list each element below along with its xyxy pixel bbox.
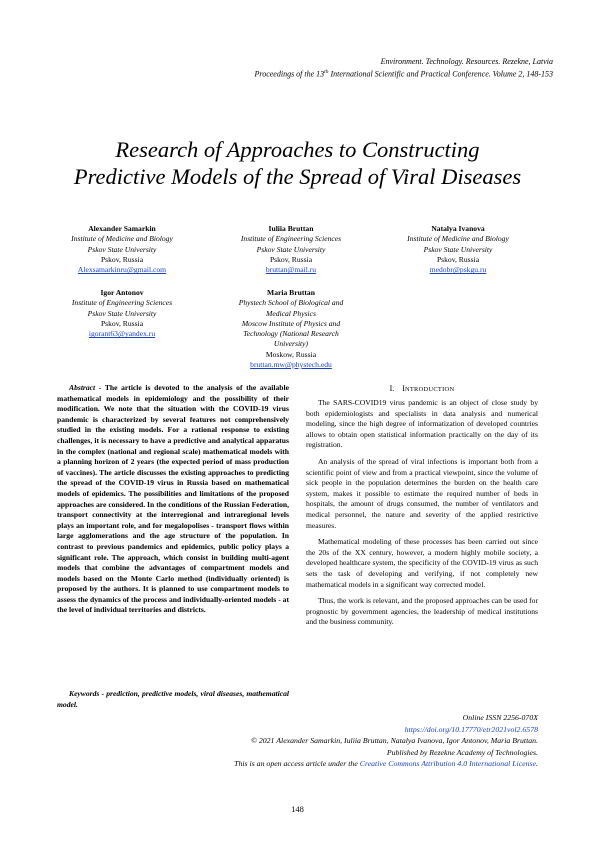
author-city: Pskov, Russia <box>269 254 313 264</box>
author-affiliation: Pskov State University <box>256 244 326 254</box>
author-affiliation: Phystech School of Biological and <box>238 298 344 308</box>
copyright: © 2021 Alexander Samarkin, Iuliia Bruttan, Natalya Ivanova, Igor Antonov, Maria Bruttan. <box>250 736 538 745</box>
title-line-2: Predictive Models of the Spread of Viral Diseases <box>73 164 522 189</box>
abstract-label: Abstract <box>69 383 96 392</box>
author-name: Iuliia Bruttan <box>268 224 314 233</box>
license-post: . <box>536 759 538 768</box>
author-affiliation: Institute of Engineering Sciences <box>71 298 173 308</box>
running-header <box>254 56 553 80</box>
proceedings-post: International Scientific and Practical Conference. Volume 2, 148-153 <box>328 69 553 79</box>
author-email-link[interactable]: igorant63@yandex.ru <box>88 329 156 339</box>
author-name: Alexander Samarkin <box>88 224 156 233</box>
issn: Online ISSN 2256-070X <box>462 713 538 722</box>
author-block-samarkin <box>52 224 192 275</box>
author-affiliation: Institute of Medicine and Biology <box>71 234 173 244</box>
author-block-iuliia-bruttan <box>221 224 361 275</box>
keywords: Keywords - prediction, predictive models, viral diseases, mathematical model. <box>57 689 289 709</box>
section-number: I. <box>389 384 395 393</box>
author-name: Igor Antonov <box>100 288 144 297</box>
journal-line: Environment. Technology. Resources. Rezekne, Latvia <box>380 57 553 66</box>
author-city: Pskov, Russia <box>100 254 144 264</box>
proceedings-sup: th <box>324 69 329 75</box>
author-affiliation: Medical Physics <box>266 308 316 318</box>
body-paragraph: The SARS-COVID19 virus pandemic is an object of close study by both epidemiologists and specialists in data analysis and numerical modeling, since the high degree of informatization of developed countries allows to obtain open statistical information practically on the day of its registration. <box>306 398 538 450</box>
abstract-text: - The article is devoted to the analysis of the available mathematical models in epidemiology and the possibility of their modification. We note that the situation with the COVID-19 virus pandemic is characterized by several features not comprehensively studied in the existing models. For a rational response to existing challenges, it is necessary to have a predictive and analytical apparatus in the complex (national and regional scale) mathematical models with a planning horizon of 2 years (the expected period of mass production of vaccines). The article discusses the existing approaches to predicting the spread of the COVID-19 virus in Russia based on mathematical models of epidemics. The possibilities and limitations of the proposed approaches are considered. In the conditions of the Russian Federation, transport connectivity at the interregional and intraregional levels plays an important role, and for megalopolises - transport flows within large agglomerations and the age structure of the population. In contrast to previous pandemics and epidemics, public policy plays a significant role. The approach, which consist in building multi-agent models that combine the advantages of compartment models and models based on the Monte Carlo method (individually oriented) is proposed by the authors. It is planned to use compartment models to assess the dynamics of the process and individually-oriented models - at the level of individual territories and districts. <box>57 383 289 615</box>
author-block-antonov <box>52 288 192 339</box>
author-affiliation: Moscow Institute of Physics and <box>241 318 341 328</box>
author-city: Pskov, Russia <box>100 318 144 328</box>
author-block-maria-bruttan <box>221 288 361 370</box>
section-title-rest: NTRODUCTION <box>404 386 455 393</box>
paper-title <box>40 136 555 190</box>
author-affiliation: Technology (National Research <box>243 329 339 339</box>
license-link[interactable]: Creative Commons Attribution 4.0 International License <box>359 759 537 768</box>
author-email-link[interactable]: Alexsamarkinru@gmail.com <box>77 265 167 275</box>
author-block-ivanova <box>388 224 528 275</box>
author-city: Moskow, Russia <box>265 349 317 359</box>
author-city: Pskov, Russia <box>436 254 480 264</box>
license-pre: This is an open access article under the <box>234 759 360 768</box>
author-name: Maria Bruttan <box>267 288 315 297</box>
section-title-initial: I <box>402 384 405 393</box>
body-paragraph: Thus, the work is relevant, and the proposed approaches can be used for prognostic by government agencies, the leadership of medical institutions and the business community. <box>306 596 538 627</box>
author-email-link[interactable]: bruttan.mw@phystech.edu <box>250 360 332 370</box>
author-affiliation: University) <box>273 339 309 349</box>
author-affiliation: Pskov State University <box>87 308 157 318</box>
publisher: Published by Rezekne Academy of Technologies. <box>386 747 538 757</box>
proceedings-pre: Proceedings of the 13 <box>254 69 325 79</box>
author-email-link[interactable]: medobr@pskgu.ru <box>429 265 487 275</box>
body-paragraph: An analysis of the spread of viral infections is important both from a scientific point of view and from a practical viewpoint, since the volume of sick people in the population determines the burden on the health care system, makes it possible to estimate the required number of beds in hospitals, the amount of drugs consumed, the number of ventilators and medical personnel, the nature and severity of the applied restrictive measures. <box>306 456 538 530</box>
title-line-1: Research of Approaches to Constructing <box>115 137 480 162</box>
proceedings-line <box>254 67 553 80</box>
body-paragraph: Mathematical modeling of these processes has been carried out since the 20s of the XX century, however, a modern highly mobile society, a developed healthcare system, the specificity of the COVID-19 virus as such sets the task of developing and verifying, if not completely new mathematical models in a significant way corrected model. <box>306 537 538 589</box>
section-heading <box>306 384 538 393</box>
introduction-body <box>306 398 538 634</box>
license-line <box>234 758 538 770</box>
author-affiliation: Pskov State University <box>87 244 157 254</box>
author-name: Natalya Ivanova <box>431 224 485 233</box>
author-affiliation: Institute of Medicine and Biology <box>407 234 509 244</box>
abstract <box>57 383 289 616</box>
author-email-link[interactable]: bruttan@mail.ru <box>265 265 317 275</box>
author-affiliation: Pskov State University <box>423 244 493 254</box>
doi-link[interactable]: https://doi.org/10.17770/etr2021vol2.6578 <box>404 724 538 734</box>
footer-block <box>234 712 538 770</box>
page-number: 148 <box>291 804 304 814</box>
author-affiliation: Institute of Engineering Sciences <box>240 234 342 244</box>
